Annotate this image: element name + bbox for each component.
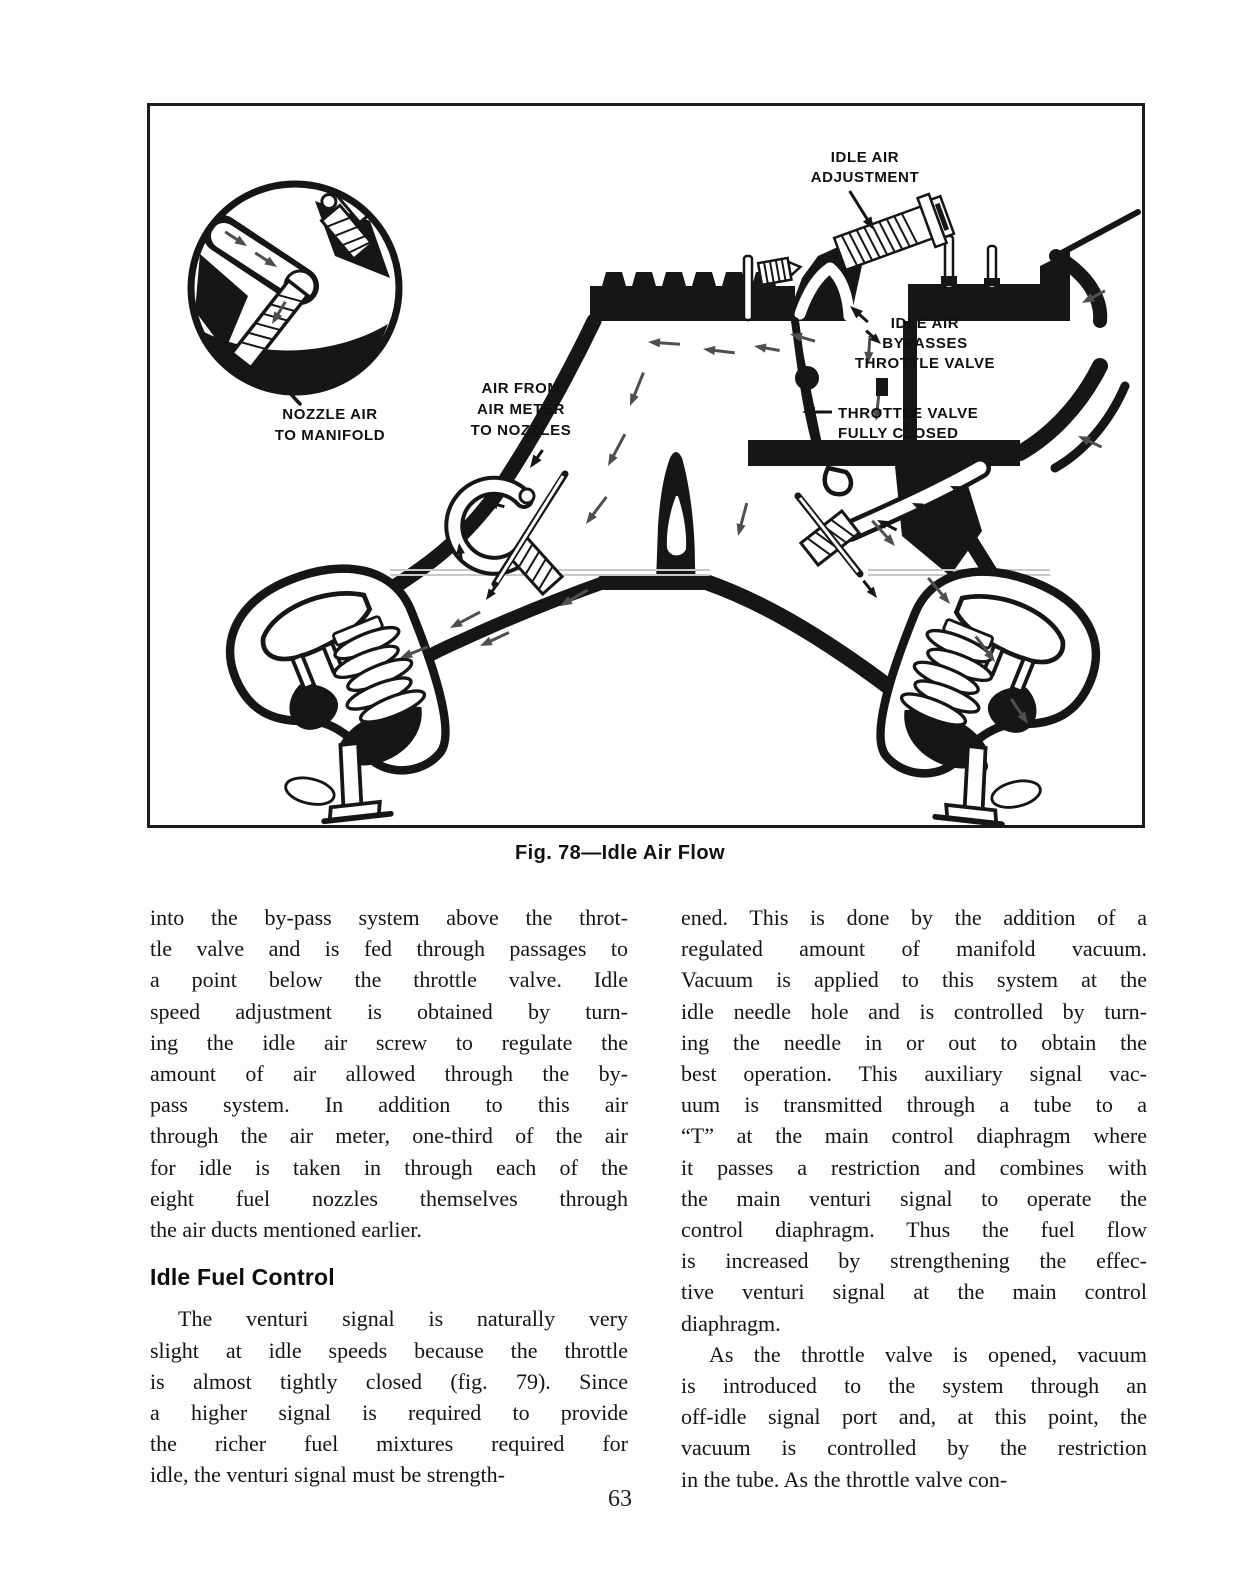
text-line: it passes a restriction and combines with <box>681 1154 1147 1180</box>
idle-air-adjustment-screw <box>831 191 956 279</box>
text-columns <box>150 902 1147 1495</box>
text-line: is introduced to the system through an <box>681 1373 1147 1399</box>
svg-text:TO MANIFOLD: TO MANIFOLD <box>274 427 386 444</box>
left-valve-assembly <box>208 542 478 825</box>
label-idle-air-adjustment: IDLE AIR <box>830 149 900 166</box>
svg-text:TO NOZZLES: TO NOZZLES <box>470 422 572 439</box>
text-line: control diaphragm. Thus the fuel flow <box>681 1217 1147 1243</box>
text-line: for idle is taken in through each of the <box>150 1154 628 1180</box>
page-number: 63 <box>608 1486 632 1512</box>
section-heading: Idle Fuel Control <box>150 1264 335 1291</box>
nozzle-detail-inset <box>156 149 434 427</box>
text-line: a point below the throttle valve. Idle <box>150 967 628 993</box>
paragraph <box>681 902 1147 1339</box>
text-line: the richer fuel mixtures required for <box>150 1431 628 1457</box>
idle-plug <box>758 256 802 285</box>
text-line: idle needle hole and is controlled by turn- <box>681 998 1147 1024</box>
text-line: the main venturi signal to operate the <box>681 1185 1147 1211</box>
throttle-valve-symbol <box>876 378 888 396</box>
text-line: As the throttle valve is opened, vacuum <box>709 1341 1147 1367</box>
text-line: “T” at the main control diaphragm where <box>681 1123 1147 1149</box>
text-line: ing the idle air screw to regulate the <box>150 1029 628 1055</box>
text-line: pass system. In addition to this air <box>150 1092 628 1118</box>
paragraph <box>150 1303 628 1490</box>
label-air-from-air-meter: AIR FROM <box>481 380 561 397</box>
text-line: the air ducts mentioned earlier. <box>150 1217 422 1243</box>
figure-78-frame <box>147 103 1145 828</box>
text-line: regulated amount of manifold vacuum. <box>681 936 1147 962</box>
text-line: through the air meter, one-third of the air <box>150 1123 628 1149</box>
paragraph <box>150 902 628 1245</box>
text-line: Vacuum is applied to this system at the <box>681 967 1147 993</box>
svg-text:FULLY CLOSED: FULLY CLOSED <box>838 425 959 442</box>
text-line: is almost tightly closed (fig. 79). Since <box>150 1368 628 1394</box>
text-line: ing the needle in or out to obtain the <box>681 1029 1147 1055</box>
text-line: is increased by strengthening the effec- <box>681 1248 1147 1274</box>
text-line: uum is transmitted through a tube to a <box>681 1092 1147 1118</box>
idle-air-flow-diagram <box>150 106 1142 825</box>
svg-text:THROTTLE VALVE: THROTTLE VALVE <box>854 355 996 372</box>
text-line: amount of air allowed through the by- <box>150 1061 628 1087</box>
label-nozzle-air-to-manifold: NOZZLE AIR <box>282 406 378 423</box>
text-line: ened. This is done by the addition of a <box>681 905 1147 930</box>
text-line: idle, the venturi signal must be strength- <box>150 1462 505 1488</box>
text-line: off-idle signal port and, at this point, the <box>681 1404 1147 1430</box>
text-line: speed adjustment is obtained by turn- <box>150 998 628 1024</box>
text-line: tive venturi signal at the main control <box>681 1279 1147 1305</box>
text-line: eight fuel nozzles themselves through <box>150 1185 628 1211</box>
text-line: best operation. This auxiliary signal vac- <box>681 1061 1147 1087</box>
throttle-shaft <box>795 366 819 390</box>
right-column <box>681 902 1147 1495</box>
text-line: vacuum is controlled by the restriction <box>681 1435 1147 1461</box>
text-line: diaphragm. <box>681 1310 781 1336</box>
text-line: into the by-pass system above the throt- <box>150 905 628 930</box>
paragraph <box>681 1339 1147 1495</box>
text-line: tle valve and is fed through passages to <box>150 936 628 962</box>
left-column <box>150 902 628 1495</box>
label-idle-air-bypasses: IDLE AIR <box>890 315 960 332</box>
text-line: a higher signal is required to provide <box>150 1400 628 1426</box>
text-line: slight at idle speeds because the throttle <box>150 1337 628 1363</box>
text-line: in the tube. As the throttle valve con- <box>681 1466 1008 1492</box>
svg-text:ADJUSTMENT: ADJUSTMENT <box>810 169 920 186</box>
figure-caption: Fig. 78—Idle Air Flow <box>515 842 725 864</box>
right-valve-assembly <box>847 545 1117 825</box>
text-line: The venturi signal is naturally very <box>178 1306 628 1332</box>
label-throttle-valve-closed: THROTTLE VALVE <box>838 405 979 422</box>
svg-text:BYPASSES: BYPASSES <box>882 335 968 352</box>
svg-text:AIR METER: AIR METER <box>477 401 565 418</box>
